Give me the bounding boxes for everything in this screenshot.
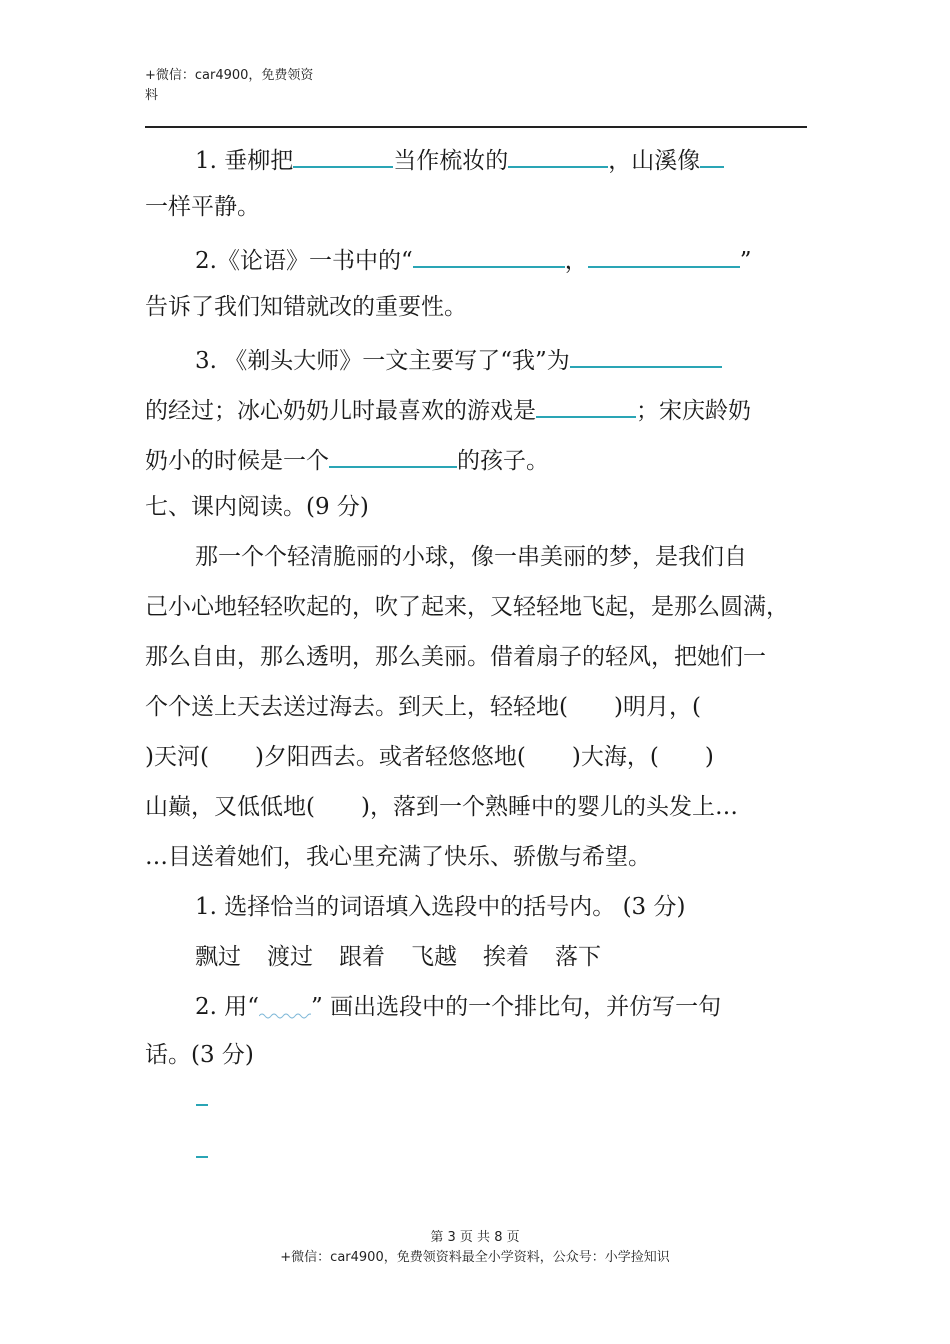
q1-text-a: 1. 垂柳把 xyxy=(195,148,294,174)
passage-line-4: 个个送上天去送过海去。到天上，轻轻地( )明月，( xyxy=(145,694,701,720)
q1-blank-1[interactable] xyxy=(293,142,393,168)
q1-blank-3[interactable] xyxy=(700,142,724,168)
word-choice: 飞越 xyxy=(411,944,457,970)
q2-text-c: ” xyxy=(739,248,752,274)
header-note-line1: +微信：car4900，免费领资 xyxy=(145,68,314,83)
passage-line-1: 那一个个轻清脆丽的小球，像一串美丽的梦，是我们自 xyxy=(195,544,747,570)
header-divider xyxy=(145,126,807,128)
q2-blank-1[interactable] xyxy=(413,242,565,268)
header-watermark-note xyxy=(145,66,345,106)
section7-title: 七、课内阅读。(9 分) xyxy=(145,494,369,520)
q1-text-b: 当作梳妆的 xyxy=(393,148,509,174)
wavy-underline-icon xyxy=(259,992,311,1014)
q3-text-d: 奶小的时候是一个 xyxy=(145,448,329,474)
q3-text-c: ；宋庆龄奶 xyxy=(636,398,751,424)
s7-q2-text-c: 话。(3 分) xyxy=(145,1042,254,1068)
q3-text-a: 3. 《剃头大师》一文主要写了“我”为 xyxy=(195,348,570,374)
word-choice: 挨着 xyxy=(483,944,529,970)
page-number: 第 3 页 共 8 页 xyxy=(430,1230,520,1245)
passage-line-6: 山巅，又低低地( )，落到一个熟睡中的婴儿的头发上… xyxy=(145,794,738,820)
q2-text-b: ， xyxy=(564,248,588,274)
q2-blank-2[interactable] xyxy=(588,242,740,268)
q3-line1 xyxy=(195,342,722,376)
answer-line-2[interactable] xyxy=(196,1156,208,1158)
q2-text-d: 告诉了我们知错就改的重要性。 xyxy=(145,294,467,320)
q2-line2 xyxy=(145,292,467,322)
q3-blank-3[interactable] xyxy=(329,442,457,468)
answer-line-1[interactable] xyxy=(196,1104,208,1106)
header-note-line2: 料 xyxy=(145,88,159,103)
q1-line2 xyxy=(145,192,260,222)
word-choices xyxy=(195,942,601,972)
q3-line3 xyxy=(145,442,549,476)
q2-text-a: 2.《论语》一书中的“ xyxy=(195,248,413,274)
passage-line-5: )天河( )夕阳西去。或者轻悠悠地( )大海，( ) xyxy=(145,744,714,770)
q3-text-b: 的经过；冰心奶奶儿时最喜欢的游戏是 xyxy=(145,398,536,424)
q1-line1 xyxy=(195,142,724,176)
s7-q2-text-b: ” 画出选段中的一个排比句，并仿写一句 xyxy=(311,994,722,1020)
passage-line-3: 那么自由，那么透明，那么美丽。借着扇子的轻风，把她们一 xyxy=(145,644,766,670)
s7-q2-line1 xyxy=(195,992,721,1022)
q1-blank-2[interactable] xyxy=(508,142,608,168)
s7-q1: 1. 选择恰当的词语填入选段中的括号内。 (3 分) xyxy=(195,894,686,920)
footer-note: +微信：car4900，免费领资料最全小学资料，公众号：小学捡知识 xyxy=(280,1250,670,1265)
q3-text-e: 的孩子。 xyxy=(457,448,549,474)
q3-blank-2[interactable] xyxy=(536,392,636,418)
q1-text-d: 一样平静。 xyxy=(145,194,260,220)
word-choice: 渡过 xyxy=(267,944,313,970)
word-choice: 落下 xyxy=(555,944,601,970)
word-choice: 跟着 xyxy=(339,944,385,970)
passage-line-2: 己小心地轻轻吹起的，吹了起来，又轻轻地飞起，是那么圆满， xyxy=(145,594,789,620)
q3-line2 xyxy=(145,392,751,426)
q2-line1 xyxy=(195,242,751,276)
q1-text-c: ，山溪像 xyxy=(608,148,701,174)
passage-line-7: …目送着她们，我心里充满了快乐、骄傲与希望。 xyxy=(145,844,651,870)
q3-blank-1[interactable] xyxy=(570,342,722,368)
word-choice: 飘过 xyxy=(195,944,241,970)
s7-q2-text-a: 2. 用“ xyxy=(195,994,260,1020)
